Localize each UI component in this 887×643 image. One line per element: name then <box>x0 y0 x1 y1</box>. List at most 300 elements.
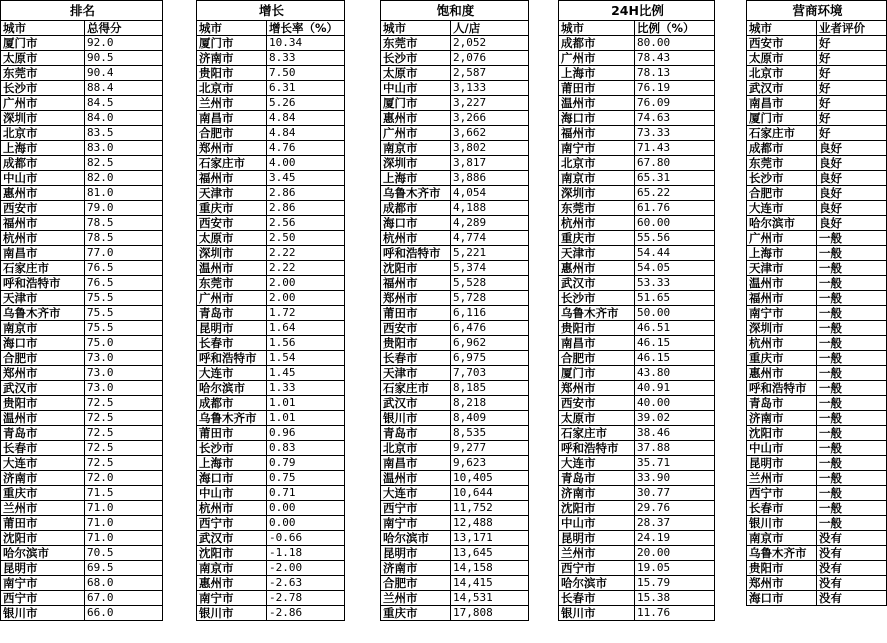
city-cell: 昆明市 <box>197 321 267 336</box>
value-cell: 3,886 <box>451 171 529 186</box>
city-cell: 大连市 <box>559 456 635 471</box>
table-row <box>747 96 887 111</box>
value-cell: 1.01 <box>267 411 345 426</box>
value-cell: 51.65 <box>635 291 715 306</box>
city-cell: 沈阳市 <box>559 501 635 516</box>
table-row <box>197 546 345 561</box>
city-cell: 兰州市 <box>197 96 267 111</box>
table-row <box>197 471 345 486</box>
city-cell: 长沙市 <box>1 81 85 96</box>
table-row <box>1 36 163 51</box>
city-cell: 海口市 <box>1 336 85 351</box>
table-row <box>559 96 715 111</box>
city-cell: 广州市 <box>1 96 85 111</box>
table-row <box>559 516 715 531</box>
city-cell: 杭州市 <box>197 501 267 516</box>
value-cell: 15.79 <box>635 576 715 591</box>
value-cell: 14,415 <box>451 576 529 591</box>
table-row <box>381 306 529 321</box>
table-row <box>747 156 887 171</box>
value-cell: 1.45 <box>267 366 345 381</box>
value-cell: 3,662 <box>451 126 529 141</box>
city-cell: 中山市 <box>381 81 451 96</box>
city-cell: 南京市 <box>197 561 267 576</box>
city-cell: 北京市 <box>1 126 85 141</box>
table-row <box>197 366 345 381</box>
city-cell: 合肥市 <box>1 351 85 366</box>
value-cell: 35.71 <box>635 456 715 471</box>
value-cell: 73.0 <box>85 351 163 366</box>
table-row <box>197 576 345 591</box>
value-cell: 7,703 <box>451 366 529 381</box>
table-row <box>197 486 345 501</box>
table-row <box>1 561 163 576</box>
table-row <box>1 246 163 261</box>
value-cell: 4.84 <box>267 111 345 126</box>
value-cell: 4.76 <box>267 141 345 156</box>
table-row <box>381 276 529 291</box>
value-cell: 11,752 <box>451 501 529 516</box>
city-cell: 太原市 <box>381 66 451 81</box>
value-cell: 50.00 <box>635 306 715 321</box>
value-cell: 一般 <box>817 321 887 336</box>
table-row <box>747 576 887 591</box>
table-row <box>559 471 715 486</box>
city-cell: 长沙市 <box>559 291 635 306</box>
table-row <box>559 276 715 291</box>
value-cell: 54.44 <box>635 246 715 261</box>
value-cell: 80.00 <box>635 36 715 51</box>
city-cell: 温州市 <box>197 261 267 276</box>
city-cell: 呼和浩特市 <box>197 351 267 366</box>
table-row <box>381 36 529 51</box>
value-cell: 46.15 <box>635 336 715 351</box>
table-row <box>747 186 887 201</box>
value-cell: 92.0 <box>85 36 163 51</box>
city-cell: 长沙市 <box>381 51 451 66</box>
table-row <box>747 216 887 231</box>
value-cell: 良好 <box>817 186 887 201</box>
city-cell: 银川市 <box>747 516 817 531</box>
value-cell: 5,374 <box>451 261 529 276</box>
city-cell: 济南市 <box>197 51 267 66</box>
value-cell: 6,476 <box>451 321 529 336</box>
city-cell: 郑州市 <box>381 291 451 306</box>
city-cell: 成都市 <box>559 36 635 51</box>
table-row <box>559 486 715 501</box>
value-cell: -2.78 <box>267 591 345 606</box>
table-row <box>747 591 887 606</box>
city-cell: 兰州市 <box>559 546 635 561</box>
table-row <box>197 381 345 396</box>
value-cell: 54.05 <box>635 261 715 276</box>
table-row <box>381 126 529 141</box>
table-row <box>381 426 529 441</box>
city-cell: 中山市 <box>1 171 85 186</box>
table-row <box>747 51 887 66</box>
city-cell: 贵阳市 <box>1 396 85 411</box>
city-cell: 南昌市 <box>1 246 85 261</box>
city-cell: 合肥市 <box>559 351 635 366</box>
value-cell: 84.0 <box>85 111 163 126</box>
city-cell: 沈阳市 <box>381 261 451 276</box>
value-cell: 一般 <box>817 291 887 306</box>
city-cell: 兰州市 <box>747 471 817 486</box>
value-cell: 2.86 <box>267 201 345 216</box>
city-cell: 贵阳市 <box>747 561 817 576</box>
business-env-table <box>746 0 887 606</box>
value-cell: 2,052 <box>451 36 529 51</box>
city-cell: 广州市 <box>197 291 267 306</box>
table-row <box>381 576 529 591</box>
table-row <box>559 366 715 381</box>
table-row <box>381 471 529 486</box>
table-row <box>197 456 345 471</box>
city-cell: 上海市 <box>1 141 85 156</box>
city-cell: 青岛市 <box>381 426 451 441</box>
city-cell: 温州市 <box>1 411 85 426</box>
value-cell: 65.22 <box>635 186 715 201</box>
city-cell: 东莞市 <box>1 66 85 81</box>
table-row <box>381 351 529 366</box>
table-row <box>1 426 163 441</box>
table-row <box>1 606 163 621</box>
table-row <box>381 381 529 396</box>
value-cell: 72.5 <box>85 441 163 456</box>
city-cell: 合肥市 <box>747 186 817 201</box>
value-cell: 4,289 <box>451 216 529 231</box>
table-title: 增长 <box>197 1 345 21</box>
city-cell: 青岛市 <box>747 396 817 411</box>
table-row <box>197 501 345 516</box>
table-row <box>559 141 715 156</box>
value-cell: 33.90 <box>635 471 715 486</box>
table-row <box>197 216 345 231</box>
city-cell: 哈尔滨市 <box>1 546 85 561</box>
city-cell: 莆田市 <box>1 516 85 531</box>
table-row <box>381 531 529 546</box>
table-row <box>1 546 163 561</box>
city-cell: 南宁市 <box>559 141 635 156</box>
city-cell: 上海市 <box>747 246 817 261</box>
value-cell: 9,623 <box>451 456 529 471</box>
city-cell: 温州市 <box>747 276 817 291</box>
table-row <box>1 126 163 141</box>
city-cell: 福州市 <box>559 126 635 141</box>
table-row <box>559 351 715 366</box>
value-cell: -2.63 <box>267 576 345 591</box>
value-cell: 39.02 <box>635 411 715 426</box>
city-cell: 上海市 <box>381 171 451 186</box>
value-cell: 2.00 <box>267 276 345 291</box>
value-cell: 5,221 <box>451 246 529 261</box>
city-cell: 惠州市 <box>197 576 267 591</box>
value-cell: 一般 <box>817 426 887 441</box>
value-cell: 88.4 <box>85 81 163 96</box>
city-cell: 西宁市 <box>559 561 635 576</box>
value-cell: 76.09 <box>635 96 715 111</box>
value-cell: 没有 <box>817 591 887 606</box>
value-cell: 0.83 <box>267 441 345 456</box>
city-cell: 济南市 <box>1 471 85 486</box>
city-cell: 成都市 <box>197 396 267 411</box>
value-cell: 68.0 <box>85 576 163 591</box>
table-row <box>559 216 715 231</box>
table-row <box>381 411 529 426</box>
value-cell: 75.5 <box>85 291 163 306</box>
table-row <box>747 126 887 141</box>
city-cell: 中山市 <box>559 516 635 531</box>
value-cell: 72.0 <box>85 471 163 486</box>
value-cell: 1.01 <box>267 396 345 411</box>
value-cell: 8,218 <box>451 396 529 411</box>
value-cell: 75.5 <box>85 306 163 321</box>
table-row <box>197 171 345 186</box>
table-row <box>1 141 163 156</box>
table-row <box>381 96 529 111</box>
city-cell: 大连市 <box>747 201 817 216</box>
table-row <box>747 516 887 531</box>
value-cell: 61.76 <box>635 201 715 216</box>
city-cell: 杭州市 <box>747 336 817 351</box>
table-row <box>559 306 715 321</box>
table-row <box>747 261 887 276</box>
value-cell: 2.50 <box>267 231 345 246</box>
column-header: 城市 <box>197 21 267 36</box>
value-cell: 2,076 <box>451 51 529 66</box>
city-cell: 济南市 <box>559 486 635 501</box>
value-cell: 4,774 <box>451 231 529 246</box>
value-cell: 3,817 <box>451 156 529 171</box>
table-row <box>1 516 163 531</box>
city-cell: 合肥市 <box>381 576 451 591</box>
table-row <box>559 156 715 171</box>
value-cell: 13,171 <box>451 531 529 546</box>
city-cell: 哈尔滨市 <box>197 381 267 396</box>
table-row <box>559 66 715 81</box>
table-row <box>1 576 163 591</box>
city-cell: 南昌市 <box>559 336 635 351</box>
value-cell: 67.0 <box>85 591 163 606</box>
table-row <box>381 156 529 171</box>
table-row <box>197 396 345 411</box>
table-row <box>1 291 163 306</box>
table-row <box>1 396 163 411</box>
table-row <box>197 426 345 441</box>
table-row <box>747 486 887 501</box>
city-cell: 长沙市 <box>747 171 817 186</box>
table-row <box>381 261 529 276</box>
value-cell: 10.34 <box>267 36 345 51</box>
value-cell: 0.00 <box>267 516 345 531</box>
city-cell: 长春市 <box>381 351 451 366</box>
city-cell: 南宁市 <box>381 516 451 531</box>
table-row <box>1 321 163 336</box>
table-row <box>747 321 887 336</box>
table-row <box>747 81 887 96</box>
city-cell: 石家庄市 <box>747 126 817 141</box>
table-row <box>197 351 345 366</box>
city-cell: 东莞市 <box>559 201 635 216</box>
value-cell: 28.37 <box>635 516 715 531</box>
value-cell: -2.00 <box>267 561 345 576</box>
city-cell: 哈尔滨市 <box>559 576 635 591</box>
value-cell: 2.56 <box>267 216 345 231</box>
table-row <box>559 426 715 441</box>
city-cell: 兰州市 <box>381 591 451 606</box>
value-cell: 3,802 <box>451 141 529 156</box>
city-cell: 南宁市 <box>197 591 267 606</box>
table-row <box>381 546 529 561</box>
city-cell: 太原市 <box>747 51 817 66</box>
value-cell: 一般 <box>817 366 887 381</box>
value-cell: 82.5 <box>85 156 163 171</box>
table-row <box>559 111 715 126</box>
column-header: 人/店 <box>451 21 529 36</box>
table-row <box>1 591 163 606</box>
city-cell: 天津市 <box>559 246 635 261</box>
value-cell: 5,728 <box>451 291 529 306</box>
value-cell: 良好 <box>817 171 887 186</box>
city-cell: 长春市 <box>747 501 817 516</box>
value-cell: 78.5 <box>85 231 163 246</box>
city-cell: 北京市 <box>559 156 635 171</box>
table-row <box>197 141 345 156</box>
value-cell: 90.5 <box>85 51 163 66</box>
value-cell: 83.5 <box>85 126 163 141</box>
table-row <box>197 291 345 306</box>
table-row <box>197 231 345 246</box>
table-row <box>197 261 345 276</box>
table-row <box>197 246 345 261</box>
value-cell: -2.86 <box>267 606 345 621</box>
ranking-table <box>0 0 163 621</box>
city-cell: 福州市 <box>747 291 817 306</box>
table-row <box>747 246 887 261</box>
city-cell: 石家庄市 <box>381 381 451 396</box>
table-row <box>197 66 345 81</box>
value-cell: 没有 <box>817 546 887 561</box>
value-cell: 好 <box>817 66 887 81</box>
value-cell: 没有 <box>817 561 887 576</box>
table-row <box>747 471 887 486</box>
city-cell: 深圳市 <box>381 156 451 171</box>
table-row <box>747 306 887 321</box>
value-cell: 一般 <box>817 276 887 291</box>
value-cell: 没有 <box>817 531 887 546</box>
city-cell: 惠州市 <box>381 111 451 126</box>
city-cell: 南昌市 <box>197 111 267 126</box>
value-cell: 12,488 <box>451 516 529 531</box>
table-row <box>559 531 715 546</box>
value-cell: 78.5 <box>85 216 163 231</box>
table-row <box>197 306 345 321</box>
city-cell: 海口市 <box>197 471 267 486</box>
value-cell: 好 <box>817 126 887 141</box>
value-cell: 66.0 <box>85 606 163 621</box>
table-title: 排名 <box>1 1 163 21</box>
value-cell: 72.5 <box>85 396 163 411</box>
table-row <box>381 231 529 246</box>
value-cell: 81.0 <box>85 186 163 201</box>
value-cell: 40.91 <box>635 381 715 396</box>
column-header: 业者评价 <box>817 21 887 36</box>
table-row <box>747 561 887 576</box>
table-row <box>197 126 345 141</box>
table-row <box>197 606 345 621</box>
city-cell: 海口市 <box>559 111 635 126</box>
table-row <box>747 411 887 426</box>
value-cell: 29.76 <box>635 501 715 516</box>
city-cell: 重庆市 <box>747 351 817 366</box>
table-row <box>381 141 529 156</box>
table-row <box>1 276 163 291</box>
city-cell: 武汉市 <box>559 276 635 291</box>
city-cell: 厦门市 <box>747 111 817 126</box>
value-cell: 1.33 <box>267 381 345 396</box>
table-row <box>197 561 345 576</box>
city-cell: 温州市 <box>381 471 451 486</box>
table-row <box>197 36 345 51</box>
table-row <box>197 411 345 426</box>
value-cell: 90.4 <box>85 66 163 81</box>
city-cell: 深圳市 <box>747 321 817 336</box>
value-cell: 72.5 <box>85 426 163 441</box>
value-cell: 19.05 <box>635 561 715 576</box>
value-cell: 良好 <box>817 141 887 156</box>
table-row <box>559 171 715 186</box>
city-cell: 北京市 <box>381 441 451 456</box>
table-row <box>381 246 529 261</box>
value-cell: -0.66 <box>267 531 345 546</box>
value-cell: 71.0 <box>85 501 163 516</box>
table-row <box>747 66 887 81</box>
value-cell: 0.00 <box>267 501 345 516</box>
value-cell: -1.18 <box>267 546 345 561</box>
table-row <box>381 171 529 186</box>
city-cell: 沈阳市 <box>197 546 267 561</box>
table-row <box>747 231 887 246</box>
table-row <box>1 306 163 321</box>
value-cell: 6,116 <box>451 306 529 321</box>
column-header: 比例（%） <box>635 21 715 36</box>
city-cell: 西宁市 <box>381 501 451 516</box>
column-header: 总得分 <box>85 21 163 36</box>
value-cell: 69.5 <box>85 561 163 576</box>
table-row <box>1 81 163 96</box>
value-cell: 15.38 <box>635 591 715 606</box>
city-cell: 昆明市 <box>381 546 451 561</box>
table-row <box>1 351 163 366</box>
table-row <box>559 51 715 66</box>
value-cell: 24.19 <box>635 531 715 546</box>
city-cell: 太原市 <box>559 411 635 426</box>
table-row <box>381 486 529 501</box>
value-cell: 3.45 <box>267 171 345 186</box>
city-cell: 福州市 <box>1 216 85 231</box>
city-cell: 乌鲁木齐市 <box>381 186 451 201</box>
table-row <box>1 201 163 216</box>
city-cell: 天津市 <box>381 366 451 381</box>
city-cell: 福州市 <box>381 276 451 291</box>
table-row <box>1 261 163 276</box>
value-cell: 46.15 <box>635 351 715 366</box>
city-cell: 东莞市 <box>197 276 267 291</box>
city-cell: 银川市 <box>559 606 635 621</box>
value-cell: 83.0 <box>85 141 163 156</box>
city-cell: 西安市 <box>747 36 817 51</box>
table-row <box>559 381 715 396</box>
